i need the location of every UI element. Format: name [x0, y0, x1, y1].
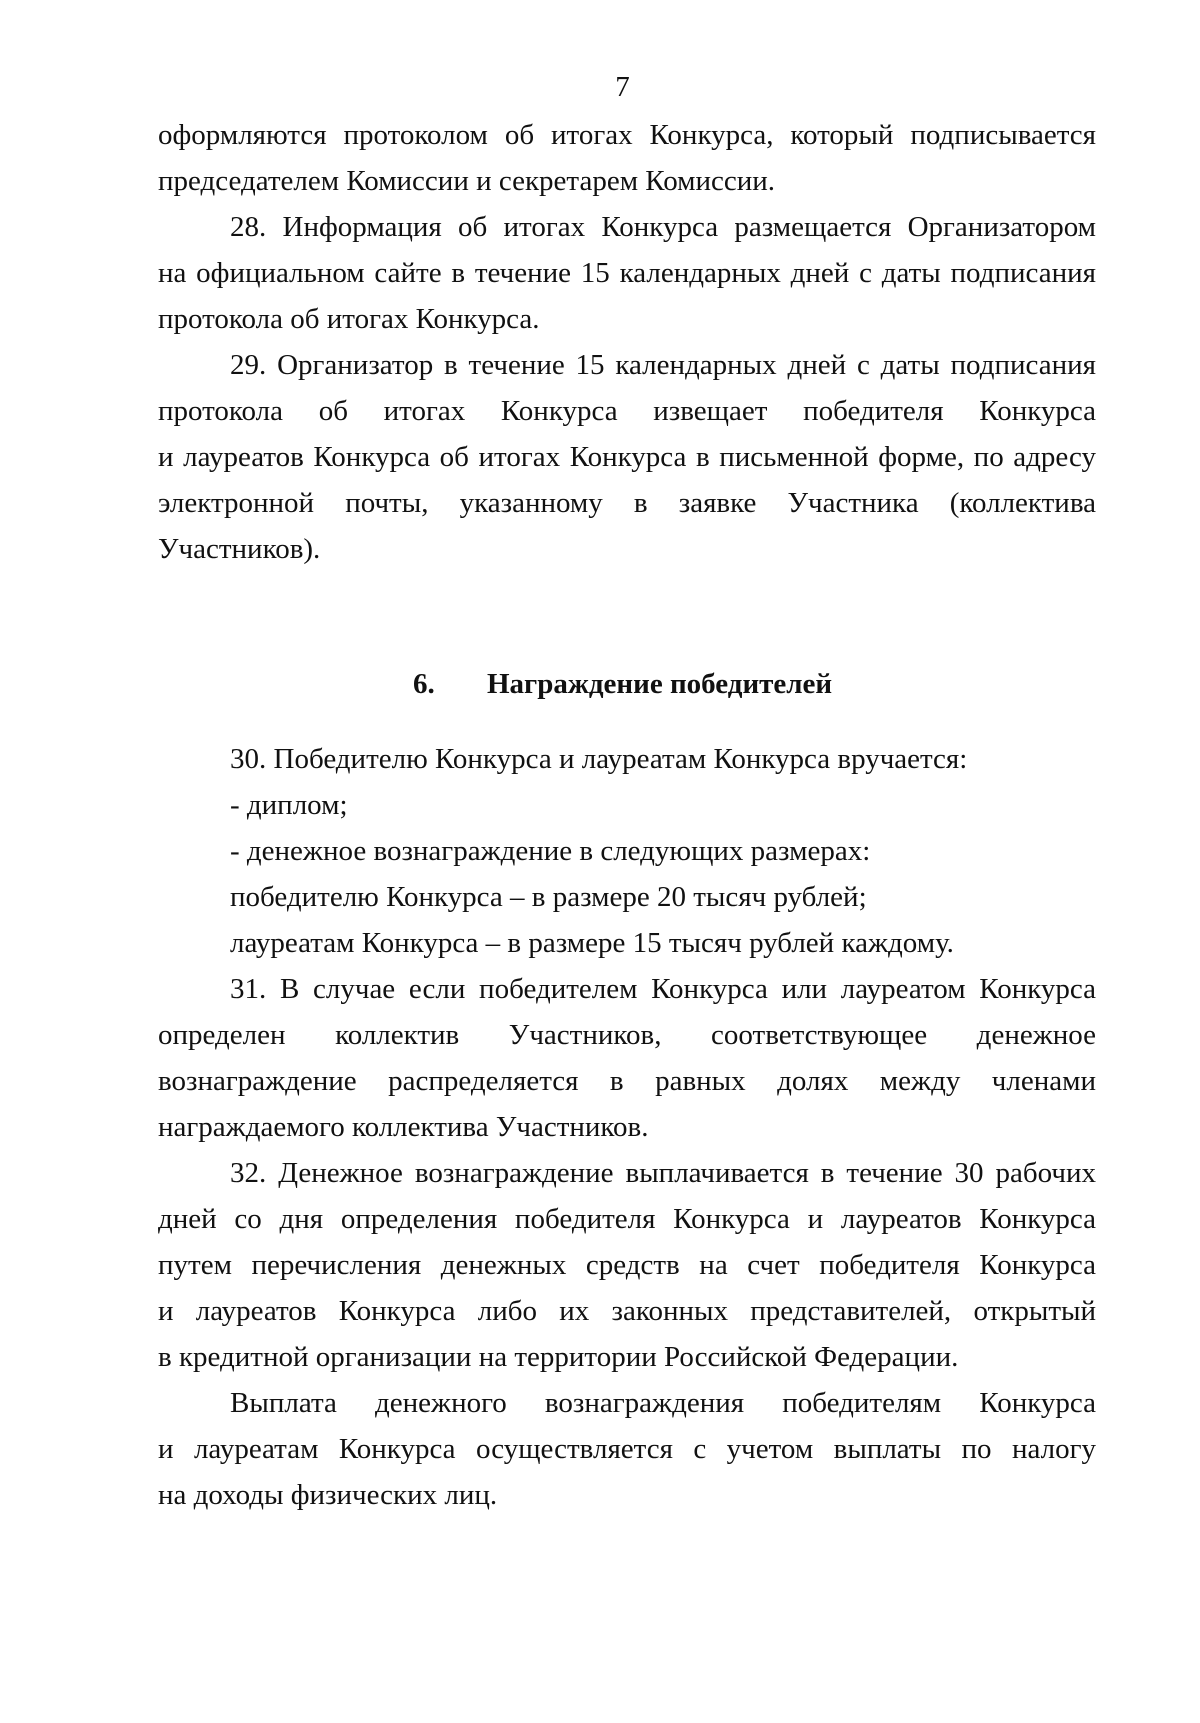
- paragraph-line: и лауреатам Конкурса осуществляется с учетом выплаты по налогу: [158, 1433, 1096, 1465]
- paragraph-line: на доходы физических лиц.: [158, 1479, 498, 1511]
- paragraph-line: вознаграждение распределяется в равных долях между членами: [158, 1065, 1096, 1097]
- paragraph-line: в кредитной организации на территории Российской Федерации.: [158, 1341, 959, 1373]
- paragraph-line: протокола об итогах Конкурса.: [158, 303, 540, 335]
- paragraph-line: определен коллектив Участников, соответствующее денежное: [158, 1019, 1096, 1051]
- page-number: 7: [615, 71, 630, 103]
- paragraph-line: 30. Победителю Конкурса и лауреатам Конкурса вручается:: [230, 743, 968, 775]
- paragraph-line: 28. Информация об итогах Конкурса размещается Организатором: [230, 211, 1096, 243]
- paragraph-line: Участников).: [158, 533, 321, 565]
- section-number: 6.: [413, 668, 435, 700]
- paragraph-line: 32. Денежное вознаграждение выплачивается в течение 30 рабочих: [230, 1157, 1096, 1189]
- paragraph-line: путем перечисления денежных средств на счет победителя Конкурса: [158, 1249, 1096, 1281]
- paragraph-line: награждаемого коллектива Участников.: [158, 1111, 649, 1143]
- paragraph-line: Выплата денежного вознаграждения победителям Конкурса: [230, 1387, 1096, 1419]
- paragraph-line: председателем Комиссии и секретарем Комиссии.: [158, 165, 776, 197]
- award-line: победителю Конкурса – в размере 20 тысяч рублей;: [230, 881, 867, 913]
- section-title: Награждение победителей: [487, 668, 833, 700]
- paragraph-line: электронной почты, указанному в заявке Участника (коллектива: [158, 487, 1096, 519]
- paragraph-line: 31. В случае если победителем Конкурса или лауреатом Конкурса: [230, 973, 1096, 1005]
- paragraph-line: дней со дня определения победителя Конкурса и лауреатов Конкурса: [158, 1203, 1096, 1235]
- paragraph-line: оформляются протоколом об итогах Конкурса, который подписывается: [158, 119, 1096, 151]
- paragraph-line: и лауреатов Конкурса об итогах Конкурса в письменной форме, по адресу: [158, 441, 1096, 473]
- list-item: - денежное вознаграждение в следующих размерах:: [230, 835, 871, 867]
- paragraph-line: на официальном сайте в течение 15 календарных дней с даты подписания: [158, 257, 1096, 289]
- paragraph-line: и лауреатов Конкурса либо их законных представителей, открытый: [158, 1295, 1096, 1327]
- paragraph-line: 29. Организатор в течение 15 календарных дней с даты подписания: [230, 349, 1096, 381]
- paragraph-line: протокола об итогах Конкурса извещает победителя Конкурса: [158, 395, 1096, 427]
- award-line: лауреатам Конкурса – в размере 15 тысяч рублей каждому.: [230, 927, 954, 959]
- list-item: - диплом;: [230, 789, 348, 821]
